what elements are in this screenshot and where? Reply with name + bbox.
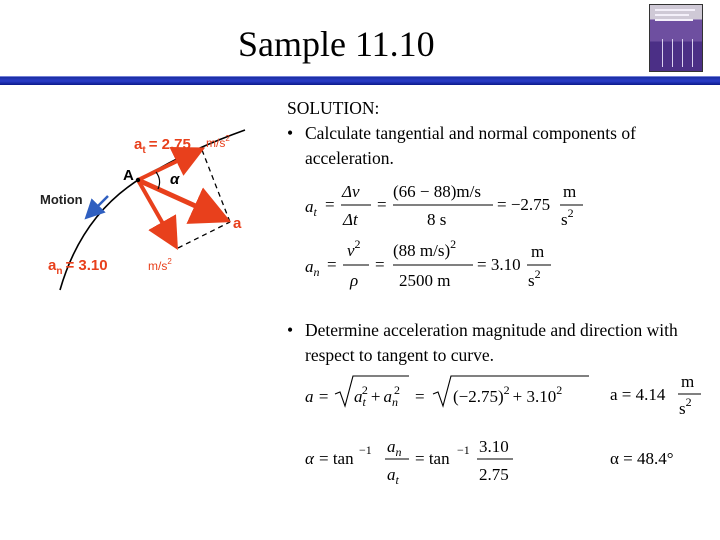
solution-heading: SOLUTION: <box>287 98 380 118</box>
svg-text:v2: $v^2$ <box>347 238 361 260</box>
tangential-vector <box>138 151 198 180</box>
svg-text:m: m <box>681 372 695 391</box>
svg-text:−1: −1 <box>359 443 372 457</box>
svg-text:s2: $s^2$ <box>528 267 541 290</box>
svg-text:= tan: = tan <box>415 449 450 468</box>
eq2-result: = 3.10 <box>477 255 521 274</box>
equation-normal <box>305 238 595 294</box>
eq1-result: = −2.75 <box>497 195 551 214</box>
book-cover-image <box>649 4 703 72</box>
bullet-item-2 <box>287 318 720 368</box>
eq4-result: α = 48.4° <box>610 449 674 468</box>
bullet-text-1: Calculate tangential and normal components of acceleration. <box>305 123 636 168</box>
bullet-dot: • <box>287 320 294 340</box>
svg-text:3.10: 3.10 <box>479 437 509 456</box>
svg-text:at: $a_t$ <box>305 197 317 219</box>
svg-text:m: m <box>563 182 577 201</box>
svg-text:at2+an2: $a_t2 + a_n2$ <box>354 383 400 409</box>
eq2-frac1-den: ρ <box>350 271 359 290</box>
svg-text:=: = <box>415 387 425 406</box>
equation-tangential <box>305 180 595 232</box>
svg-text:2.75: 2.75 <box>479 465 509 484</box>
svg-text:at: $a_t$ <box>387 465 399 487</box>
svg-text:αα = tan: α <box>305 449 314 468</box>
eq1-frac2-num: (66 − 88)m/s <box>393 182 481 201</box>
bullet-item-1 <box>287 121 707 171</box>
svg-text:an: $a_n$ <box>387 437 402 459</box>
svg-text:(−2.75)2+ 3.102: $(-2.75)^2 + 3.10^2$ <box>453 383 563 406</box>
at-label: $a_t = 2.75$ <box>134 136 191 156</box>
slide-title: Sample 11.10 <box>238 24 435 64</box>
eq1-frac1-num: Δv <box>342 182 360 201</box>
eq2-frac2-den: 2500 m <box>399 271 451 290</box>
motion-label: Motion <box>40 192 83 207</box>
at-unit: $m/s^2$ <box>206 134 230 150</box>
alpha-label: α <box>170 171 180 188</box>
solution-text <box>287 96 707 171</box>
equation-magnitude <box>305 372 715 420</box>
equation-direction <box>305 432 715 488</box>
acceleration-diagram <box>30 118 280 293</box>
an-label: $a_n = 3.10$ <box>48 257 108 277</box>
motion-arrow <box>88 196 108 216</box>
svg-text:s2: $s^2$ <box>679 395 692 418</box>
svg-text:s2: $s^2$ <box>561 206 574 229</box>
eq3-result: a = 4.14 <box>610 385 666 404</box>
bullet-dot: • <box>287 123 294 143</box>
svg-text:=: = <box>375 255 385 274</box>
eq1-frac1-den: Δt <box>343 210 358 229</box>
svg-text:(88 m/s)2: (88 m/s)$^2$ <box>393 238 457 260</box>
svg-text:=: = <box>327 255 337 274</box>
eq1-frac2-den: 8 s <box>427 210 447 229</box>
point-a-label: A <box>123 167 134 184</box>
svg-text:=: = <box>377 195 387 214</box>
svg-text:a =: a = <box>305 387 330 406</box>
point-a-dot <box>136 178 140 182</box>
title-divider-bar <box>0 76 720 85</box>
svg-text:m: m <box>531 242 545 261</box>
svg-text:=: = <box>325 195 335 214</box>
svg-text:−1: −1 <box>457 443 470 457</box>
resultant-label: a <box>233 215 242 232</box>
an-unit: $m/s^2$ <box>148 257 172 273</box>
svg-text:= tan: = tan <box>319 449 354 468</box>
svg-text:an: $a_n$ <box>305 257 320 279</box>
dashed-line <box>178 222 230 248</box>
bullet-text-2: Determine acceleration magnitude and direction with respect to tangent to curve. <box>305 320 678 365</box>
